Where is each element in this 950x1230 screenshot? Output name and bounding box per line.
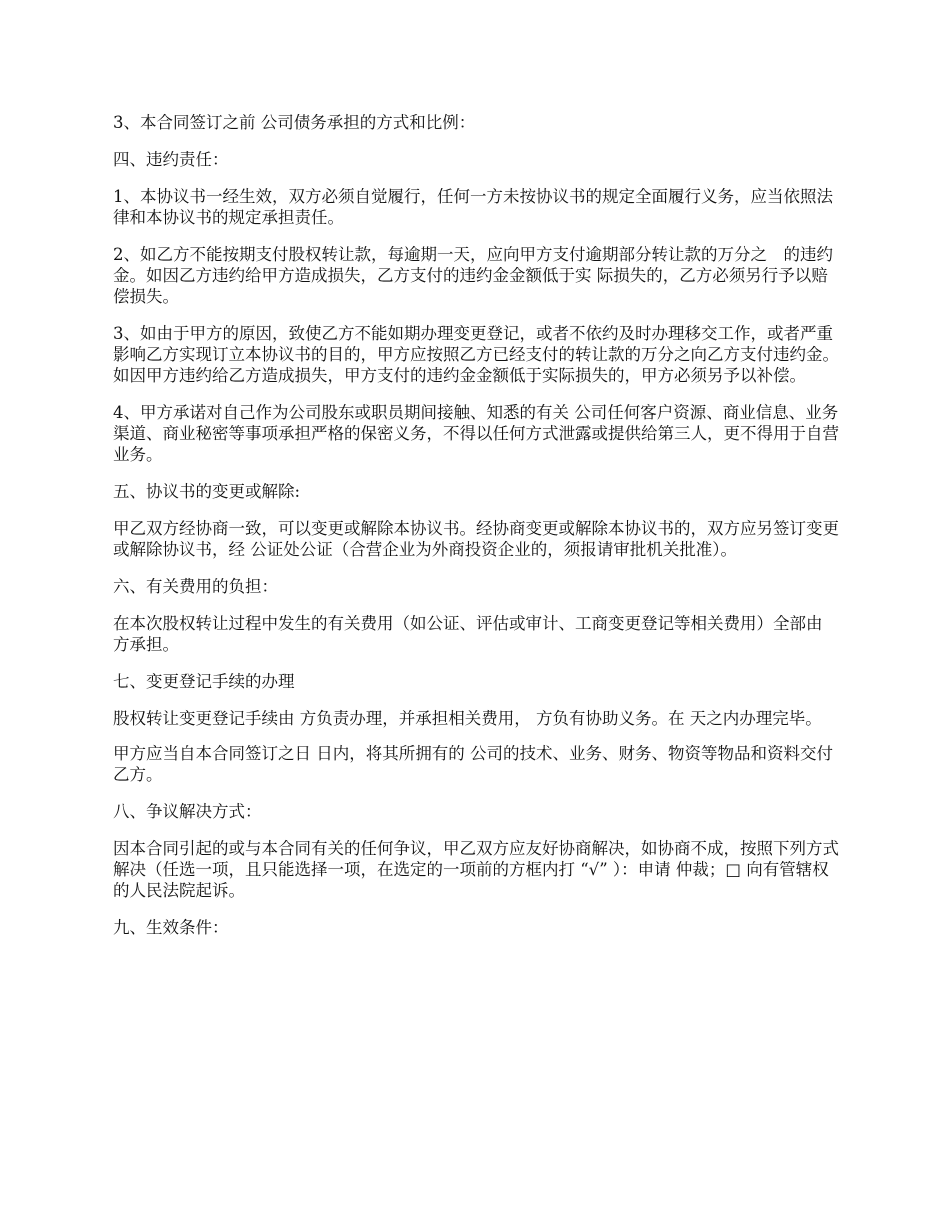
paragraph-debt-clause: 3、本合同签订之前 公司债务承担的方式和比例： (113, 113, 476, 132)
section-heading-amendment: 五、协议书的变更或解除: (113, 482, 301, 501)
paragraph-registration-1: 股权转让变更登记手续由 方负责办理，并承担相关费用， 方负有协助义务。在 天之内办理完毕。 (113, 709, 822, 728)
paragraph-amendment: 甲乙双方经协商一致，可以变更或解除本协议书。经协商变更或解除本协议书的，双方应另签订变更或解除协议书，经 公证处公证（合营企业为外商投资企业的，须报请审批机关批准）。 (113, 519, 839, 559)
section-heading-liability: 四、违约责任： (113, 150, 229, 169)
paragraph-fees: 在本次股权转让过程中发生的有关费用（如公证、评估或审计、工商变更登记等相关费用）全部由 方承担。 (113, 614, 839, 654)
paragraph-liability-2: 2、如乙方不能按期支付股权转让款，每逾期一天，应向甲方支付逾期部分转让款的万分之 的违约金。如因乙方违约给甲方造成损失，乙方支付的违约金金额低于实 际损失的，乙方必须另行予以赔偿损失。 (113, 245, 833, 306)
paragraph-disputes: 因本合同引起的或与本合同有关的任何争议，甲乙双方应友好协商解决，如协商不成，按照下列方式解决（任选一项，且只能选择一项，在选定的一项前的方框内打 “√” ）：申请 仲裁；□ 向有管辖权的人民法院起诉。 (113, 839, 839, 900)
section-heading-disputes: 八、争议解决方式： (113, 802, 262, 821)
paragraph-liability-1: 1、本协议书一经生效，双方必须自觉履行，任何一方未按协议书的规定全面履行义务，应当依照法律和本协议书的规定承担责任。 (113, 187, 833, 227)
section-heading-effectiveness: 九、生效条件： (113, 918, 229, 937)
section-heading-registration: 七、变更登记手续的办理 (113, 672, 295, 691)
section-heading-fees: 六、有关费用的负担： (113, 577, 278, 596)
paragraph-liability-4: 4、甲方承诺对自己作为公司股东或职员期间接触、知悉的有关 公司任何客户资源、商业信息、业务渠道、商业秘密等事项承担严格的保密义务，不得以任何方式泄露或提供给第三人，更不得用于自营业务。 (113, 403, 839, 464)
paragraph-registration-2: 甲方应当自本合同签订之日 日内，将其所拥有的 公司的技术、业务、财务、物资等物品和资料交付乙方。 (113, 744, 833, 784)
paragraph-liability-3: 3、如由于甲方的原因，致使乙方不能如期办理变更登记，或者不依约及时办理移交工作，或者严重影响乙方实现订立本协议书的目的，甲方应按照乙方已经支付的转让款的万分之向乙方支付违约金。如因甲方违约给乙方造成损失，甲方支付的违约金金额低于实际损失的，甲方必须另予以补偿。 (113, 324, 839, 385)
document-body (113, 112, 843, 954)
